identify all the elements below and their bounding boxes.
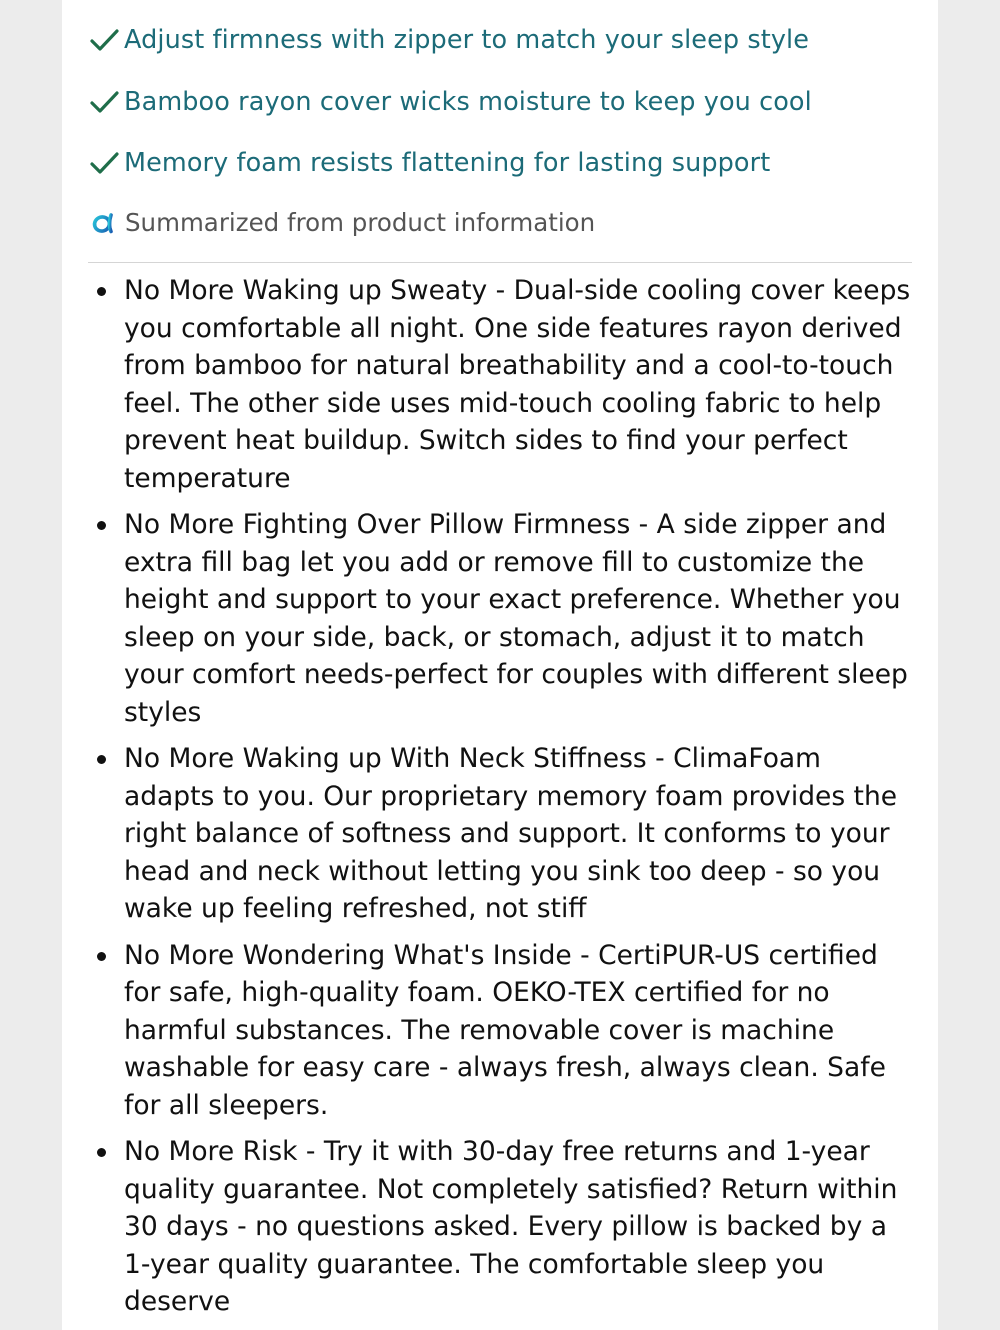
product-details-panel xyxy=(62,0,938,1330)
checkmark-icon xyxy=(90,28,120,52)
section-divider xyxy=(88,262,912,263)
feature-bullet-text: No More Waking up Sweaty - Dual-side cooling cover keeps you comfortable all night. One side features rayon derived from bamboo for natural breathability and a cool-to-touch feel. The other side uses mid-touch cooling fabric to help prevent heat buildup. Switch sides to find your perfect temperature xyxy=(124,275,911,494)
bullet-dot-icon xyxy=(97,755,106,764)
bullet-dot-icon xyxy=(97,287,106,296)
highlight-item xyxy=(90,20,809,60)
highlight-text: Adjust firmness with zipper to match your sleep style xyxy=(124,25,809,55)
feature-bullet-list xyxy=(92,272,912,1330)
ai-summary-icon xyxy=(90,207,120,237)
feature-bullet xyxy=(92,1133,912,1321)
highlight-text: Bamboo rayon cover wicks moisture to keep you cool xyxy=(124,87,812,117)
ai-summary-note xyxy=(90,202,595,242)
feature-bullet xyxy=(92,272,912,497)
highlight-item xyxy=(90,82,812,122)
feature-bullet-text: No More Fighting Over Pillow Firmness - A side zipper and extra fill bag let you add or remove fill to customize the height and support to your exact preference. Whether you sleep on your side, back, or stomach, adjust it to match your comfort needs-perfect for couples with different sleep styles xyxy=(124,509,908,728)
checkmark-icon xyxy=(90,90,120,114)
highlight-text: Memory foam resists flattening for lasting support xyxy=(124,148,771,178)
bullet-dot-icon xyxy=(97,1148,106,1157)
bullet-dot-icon xyxy=(97,521,106,530)
feature-bullet-text: No More Risk - Try it with 30-day free returns and 1-year quality guarantee. Not completely satisfied? Return within 30 days - no questions asked. Every pillow is backed by a 1-year quality guarantee. The comfortable sleep you deserve xyxy=(124,1136,898,1317)
highlight-item xyxy=(90,143,770,183)
feature-bullet xyxy=(92,740,912,928)
feature-bullet-text: No More Waking up With Neck Stiffness - ClimaFoam adapts to you. Our proprietary memory foam provides the right balance of softness and support. It conforms to your head and neck without letting you sink too deep - so you wake up feeling refreshed, not stiff xyxy=(124,743,898,924)
summary-caption: Summarized from product information xyxy=(125,207,596,237)
feature-bullet xyxy=(92,937,912,1125)
bullet-dot-icon xyxy=(97,952,106,961)
feature-bullet-text: No More Wondering What's Inside - CertiPUR-US certified for safe, high-quality foam. OEKO-TEX certified for no harmful substances. The removable cover is machine washable for easy care - always fresh, always clean. Safe for all sleepers. xyxy=(124,939,886,1121)
checkmark-icon xyxy=(90,151,120,175)
feature-bullet xyxy=(92,506,912,731)
